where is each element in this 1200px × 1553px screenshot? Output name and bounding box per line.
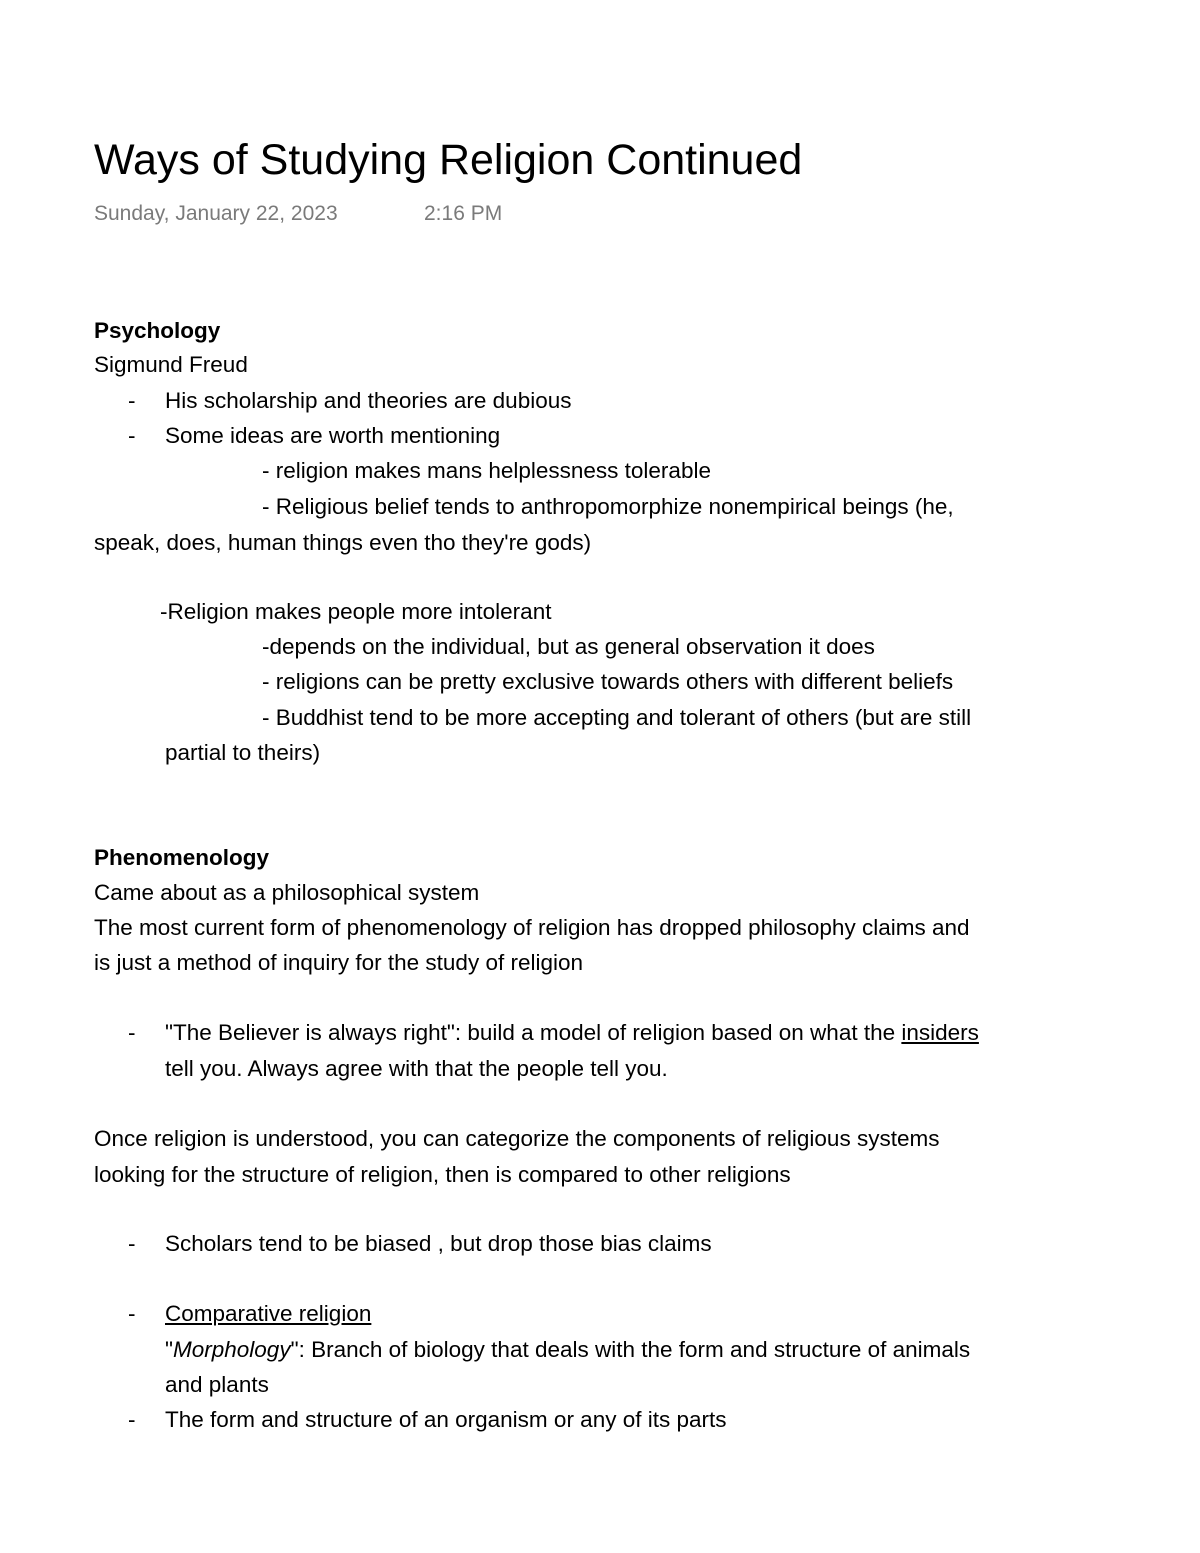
note-timestamp [94,200,503,228]
list-item: His scholarship and theories are dubious [165,388,572,413]
section-heading-phenomenology: Phenomenology [94,845,270,870]
psychology-subject: Sigmund Freud [94,352,248,377]
paragraph-line: Once religion is understood, you can categorize the components of religious systems [94,1126,940,1151]
section-heading-psychology: Psychology [94,318,221,343]
list-item: The form and structure of an organism or any of its parts [165,1407,727,1432]
list-item: Some ideas are worth mentioning [165,423,501,448]
comparative-religion-heading: Comparative religion [165,1301,372,1326]
paragraph-line: is just a method of inquiry for the study of religion [94,950,584,975]
sub-item-continued: partial to theirs) [165,740,321,765]
quote-mark: " [165,1337,173,1362]
sub-item: - religion makes mans helplessness tolerable [262,458,711,483]
morphology-term: Morphology [173,1337,291,1362]
bullet-marker: - [128,388,136,413]
bullet-marker: - [128,1231,136,1256]
morphology-definition [165,1335,970,1365]
bullet-marker: - [128,1020,136,1045]
sub-item: -depends on the individual, but as general observation it does [262,634,875,659]
sub-item-continued: speak, does, human things even tho they're gods) [94,530,592,555]
believer-text: "The Believer is always right": build a model of religion based on what the [165,1020,902,1045]
list-item [165,1018,979,1048]
list-item-continued: and plants [165,1372,269,1397]
note-time: 2:16 PM [424,202,503,225]
bullet-marker: - [128,1407,136,1432]
sub-item: - Buddhist tend to be more accepting and tolerant of others (but are still [262,705,972,730]
morphology-text: ": Branch of biology that deals with the form and structure of animals [290,1337,971,1362]
sub-item: - Religious belief tends to anthropomorphize nonempirical beings (he, [262,494,954,519]
list-item: Scholars tend to be biased , but drop those bias claims [165,1231,712,1256]
paragraph-line: The most current form of phenomenology of religion has dropped philosophy claims and [94,915,970,940]
page-title: Ways of Studying Religion Continued [94,136,803,184]
sub-item: - religions can be pretty exclusive towards others with different beliefs [262,669,954,694]
point: -Religion makes people more intolerant [160,599,552,624]
list-item-continued: tell you. Always agree with that the people tell you. [165,1056,668,1081]
paragraph-line: Came about as a philosophical system [94,880,480,905]
paragraph-line: looking for the structure of religion, then is compared to other religions [94,1162,791,1187]
insiders-underlined: insiders [901,1020,979,1045]
note-date: Sunday, January 22, 2023 [94,202,338,225]
bullet-marker: - [128,1301,136,1326]
bullet-marker: - [128,423,136,448]
